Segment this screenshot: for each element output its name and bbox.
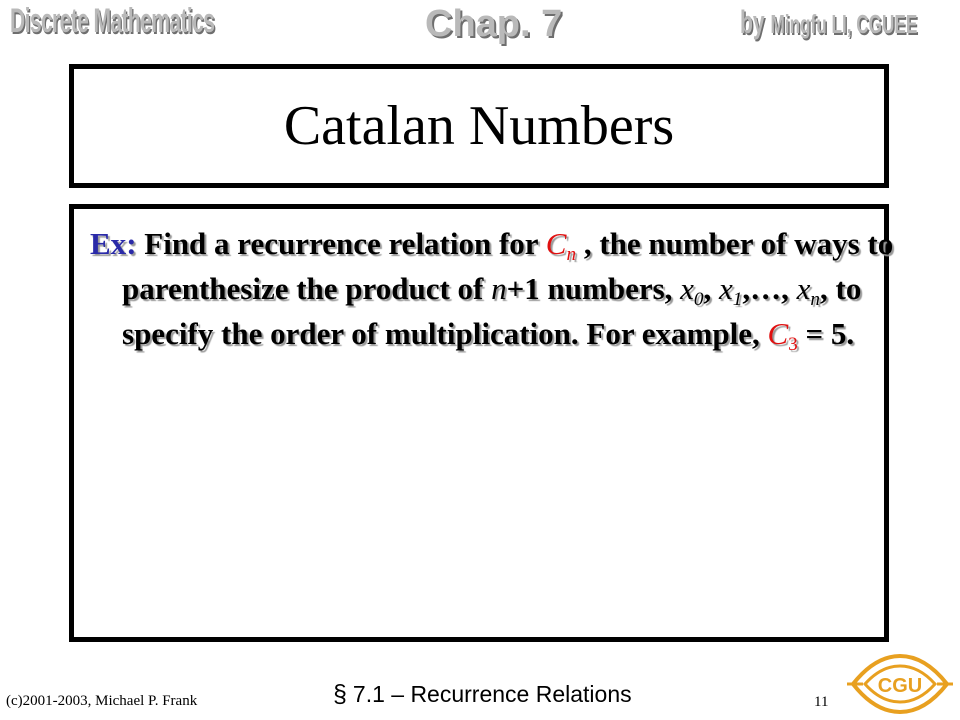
text-part-2: , the number of ways to parenthesize the product of (122, 226, 894, 306)
author-name: Mingfu LI, CGUEE (770, 9, 918, 39)
text-part-1: Find a recurrence relation for (136, 226, 546, 261)
cgu-logo (845, 650, 955, 718)
title-box (69, 64, 889, 188)
var-C3: C (767, 316, 789, 351)
section-title: 7.1 – Recurrence Relations (352, 681, 632, 707)
slide-title: Catalan Numbers (283, 95, 675, 157)
text-part-3: +1 numbers, (506, 271, 681, 306)
content-box (69, 204, 894, 642)
var-x0: x (680, 271, 694, 306)
example-label: Ex (90, 226, 127, 261)
sub-3: 3 (788, 333, 798, 355)
example-colon: : (126, 226, 137, 261)
logo-text: CGU (877, 675, 923, 697)
footer-copyright: (c)2001-2003, Michael P. Frank (6, 693, 198, 709)
page-number: 11 (814, 694, 829, 710)
ellipsis: ,…, (742, 271, 797, 306)
comma-1: , (703, 271, 720, 306)
var-C: C (545, 226, 567, 261)
sub-n2: n (810, 288, 821, 310)
author-header (740, 4, 917, 41)
sub-1: 1 (732, 288, 743, 310)
footer-section (333, 680, 632, 709)
chapter-header: Chap. 7 (425, 3, 563, 45)
var-xn: x (796, 271, 811, 306)
example-paragraph (90, 221, 902, 356)
text-part-4: , to specify the order of multiplication. For example, (122, 271, 862, 351)
text-part-5: = 5. (797, 316, 855, 351)
sub-0: 0 (693, 288, 704, 310)
section-symbol: § (333, 680, 347, 708)
author-by: by (740, 4, 765, 40)
var-n: n (491, 271, 507, 306)
sub-n: n (566, 243, 577, 265)
course-title-header: Discrete Mathematics (10, 2, 215, 40)
var-x1: x (719, 271, 733, 306)
